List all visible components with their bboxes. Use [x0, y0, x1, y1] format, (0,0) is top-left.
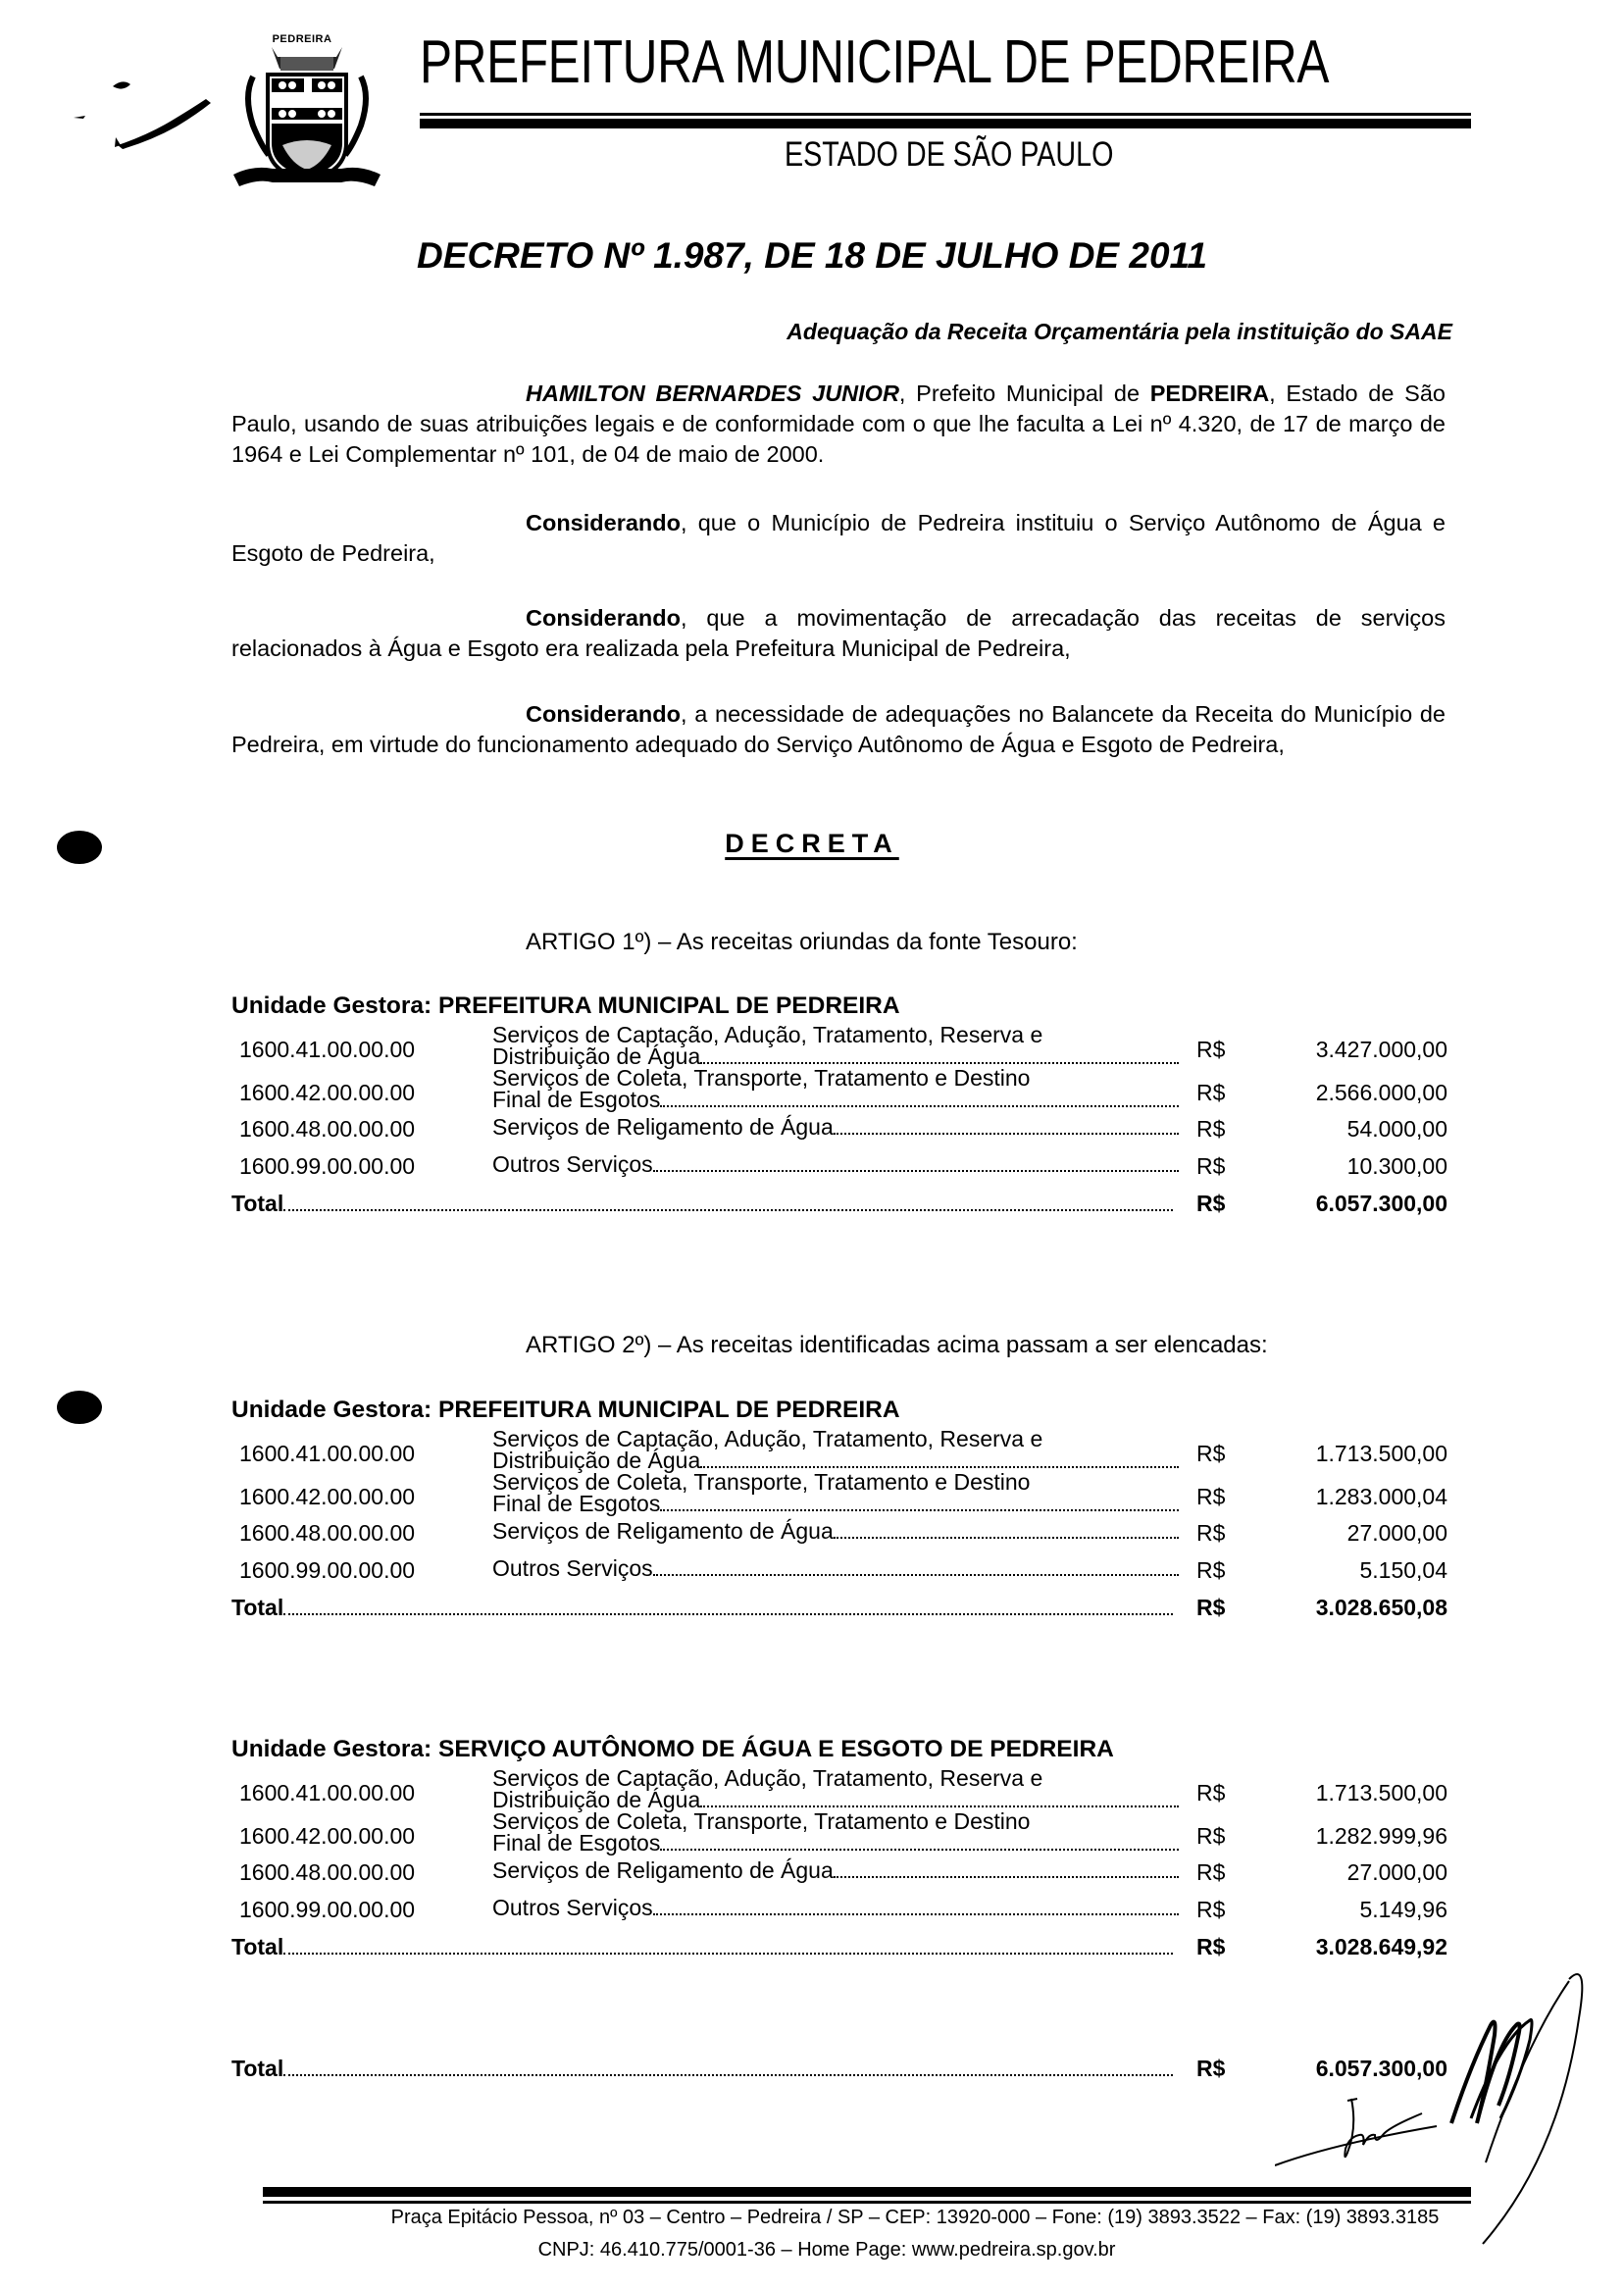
table-row [231, 1893, 1447, 1930]
account-value: 10.300,00 [1346, 1153, 1447, 1179]
account-value: 3.427.000,00 [1315, 1037, 1447, 1062]
account-description: Outros Serviços [492, 1557, 1404, 1579]
grand-total-label: Total [231, 2056, 284, 2081]
table-row [231, 1112, 1447, 1149]
account-value: 1.282.999,96 [1315, 1823, 1447, 1849]
table-row [231, 1149, 1447, 1187]
currency-symbol: R$ [1196, 1859, 1226, 1885]
account-description: Outros Serviços [492, 1897, 1404, 1918]
account-value: 27.000,00 [1346, 1859, 1447, 1885]
account-value: 1.713.500,00 [1315, 1780, 1447, 1805]
account-description: Serviços de Religamento de Água [492, 1520, 1404, 1542]
account-value: 5.150,04 [1359, 1557, 1447, 1583]
account-code: 1600.48.00.00.00 [239, 1116, 416, 1142]
currency-symbol: R$ [1196, 2056, 1226, 2081]
account-description: Serviços de Religamento de Água [492, 1859, 1404, 1881]
account-code: 1600.99.00.00.00 [239, 1153, 416, 1179]
revenue-table [231, 1426, 1447, 1624]
total-value: 3.028.650,08 [1315, 1595, 1447, 1620]
punch-hole [57, 831, 102, 864]
total-label: Total [231, 1191, 284, 1216]
total-value: 6.057.300,00 [1315, 1191, 1447, 1216]
table-row [231, 1516, 1447, 1553]
account-code: 1600.42.00.00.00 [239, 1484, 416, 1509]
account-code: 1600.48.00.00.00 [239, 1859, 416, 1885]
letterhead-subtitle: ESTADO DE SÃO PAULO [785, 135, 1114, 174]
grand-total-value: 6.057.300,00 [1315, 2056, 1447, 2081]
total-label: Total [231, 1934, 284, 1959]
currency-symbol: R$ [1196, 1484, 1226, 1509]
letterhead-rule [420, 113, 1471, 116]
currency-symbol: R$ [1196, 1153, 1226, 1179]
grand-total-row [231, 2056, 1447, 2085]
considerando-paragraph: Considerando, que o Município de Pedreira instituiu o Serviço Autônomo de Água e Esgoto de Pedreira, [231, 510, 1446, 566]
table-row [231, 1022, 1447, 1069]
table-row [231, 1553, 1447, 1591]
account-description: Serviços de Coleta, Transporte, Tratamento e Destino Final de Esgotos [492, 1471, 1404, 1514]
account-description: Outros Serviços [492, 1153, 1404, 1175]
footer-cnpj: CNPJ: 46.410.775/0001-36 – Home Page: www.pedreira.sp.gov.br [537, 2239, 1116, 2261]
account-description: Serviços de Captação, Adução, Tratamento, Reserva e Distribuição de Água [492, 1024, 1404, 1067]
municipal-coat-of-arms [224, 27, 390, 200]
table-total-row [231, 1930, 1447, 1963]
currency-symbol: R$ [1196, 1780, 1226, 1805]
unidade-gestora-heading: Unidade Gestora: PREFEITURA MUNICIPAL DE PEDREIRA [231, 1397, 900, 1423]
table-row [231, 1065, 1447, 1112]
letterhead-rule-thick [420, 119, 1471, 128]
account-description: Serviços de Coleta, Transporte, Tratamento e Destino Final de Esgotos [492, 1067, 1404, 1110]
currency-symbol: R$ [1196, 1520, 1226, 1546]
punch-hole [57, 1391, 102, 1424]
account-value: 1.283.000,04 [1315, 1484, 1447, 1509]
total-value: 3.028.649,92 [1315, 1934, 1447, 1959]
mayor-name: HAMILTON BERNARDES JUNIOR [526, 381, 899, 406]
account-description: Serviços de Religamento de Água [492, 1116, 1404, 1138]
handwritten-mark [69, 69, 226, 157]
decreta-heading: DECRETA [725, 829, 899, 858]
unidade-gestora-heading: Unidade Gestora: SERVIÇO AUTÔNOMO DE ÁGUA E ESGOTO DE PEDREIRA [231, 1736, 1114, 1762]
account-value: 1.713.500,00 [1315, 1441, 1447, 1466]
revenue-table [231, 1022, 1447, 1220]
table-row [231, 1808, 1447, 1856]
account-code: 1600.99.00.00.00 [239, 1557, 416, 1583]
handwritten-signatures [1275, 1922, 1624, 2288]
currency-symbol: R$ [1196, 1595, 1226, 1620]
account-code: 1600.48.00.00.00 [239, 1520, 416, 1546]
account-description: Serviços de Captação, Adução, Tratamento, Reserva e Distribuição de Água [492, 1428, 1404, 1471]
currency-symbol: R$ [1196, 1897, 1226, 1922]
account-code: 1600.42.00.00.00 [239, 1080, 416, 1105]
currency-symbol: R$ [1196, 1116, 1226, 1142]
currency-symbol: R$ [1196, 1557, 1226, 1583]
preamble-paragraph: HAMILTON BERNARDES JUNIOR, Prefeito Municipal de PEDREIRA, Estado de São Paulo, usando de suas atribuições legais e de conformidade com o que lhe faculta a Lei nº 4.320, de 17 de março de 1964 e Lei Complementar nº 101, de 04 de maio de 2000. [231, 381, 1446, 467]
crest-label: PEDREIRA [272, 33, 332, 45]
currency-symbol: R$ [1196, 1823, 1226, 1849]
considerando-paragraph: Considerando, que a movimentação de arrecadação das receitas de serviços relacionados à Água e Esgoto era realizada pela Prefeitura Municipal de Pedreira, [231, 605, 1446, 661]
currency-symbol: R$ [1196, 1441, 1226, 1466]
account-code: 1600.99.00.00.00 [239, 1897, 416, 1922]
table-total-row [231, 1187, 1447, 1220]
account-code: 1600.41.00.00.00 [239, 1037, 416, 1062]
revenue-table [231, 1765, 1447, 1963]
considerando-paragraph: Considerando, a necessidade de adequações no Balancete da Receita do Município de Pedreira, em virtude do funcionamento adequado do Serviço Autônomo de Água e Esgoto de Pedreira, [231, 701, 1446, 757]
table-row [231, 1856, 1447, 1893]
account-value: 54.000,00 [1346, 1116, 1447, 1142]
account-code: 1600.42.00.00.00 [239, 1823, 416, 1849]
table-row [231, 1426, 1447, 1473]
account-code: 1600.41.00.00.00 [239, 1780, 416, 1805]
footer-address: Praça Epitácio Pessoa, nº 03 – Centro – Pedreira / SP – CEP: 13920-000 – Fone: (19) 3893.3522 – Fax: (19) 3893.3185 [390, 2207, 1440, 2228]
table-row [231, 1469, 1447, 1516]
table-total-row [231, 1591, 1447, 1624]
account-code: 1600.41.00.00.00 [239, 1441, 416, 1466]
city-name: PEDREIRA [1149, 381, 1270, 406]
account-value: 5.149,96 [1359, 1897, 1447, 1922]
unidade-gestora-heading: Unidade Gestora: PREFEITURA MUNICIPAL DE PEDREIRA [231, 992, 900, 1019]
decree-title: DECRETO Nº 1.987, DE 18 DE JULHO DE 2011 [417, 235, 1207, 276]
account-description: Serviços de Captação, Adução, Tratamento, Reserva e Distribuição de Água [492, 1767, 1404, 1810]
currency-symbol: R$ [1196, 1934, 1226, 1959]
total-label: Total [231, 1595, 284, 1620]
decree-ementa: Adequação da Receita Orçamentária pela instituição do SAAE [787, 319, 1452, 344]
letterhead-title: PREFEITURA MUNICIPAL DE PEDREIRA [420, 28, 1330, 96]
table-row [231, 1765, 1447, 1812]
currency-symbol: R$ [1196, 1191, 1226, 1216]
account-description: Serviços de Coleta, Transporte, Tratamento e Destino Final de Esgotos [492, 1810, 1404, 1854]
artigo-2: ARTIGO 2º) – As receitas identificadas acima passam a ser elencadas: [526, 1332, 1268, 1358]
account-value: 2.566.000,00 [1315, 1080, 1447, 1105]
artigo-1: ARTIGO 1º) – As receitas oriundas da fonte Tesouro: [526, 929, 1078, 955]
account-value: 27.000,00 [1346, 1520, 1447, 1546]
currency-symbol: R$ [1196, 1037, 1226, 1062]
currency-symbol: R$ [1196, 1080, 1226, 1105]
